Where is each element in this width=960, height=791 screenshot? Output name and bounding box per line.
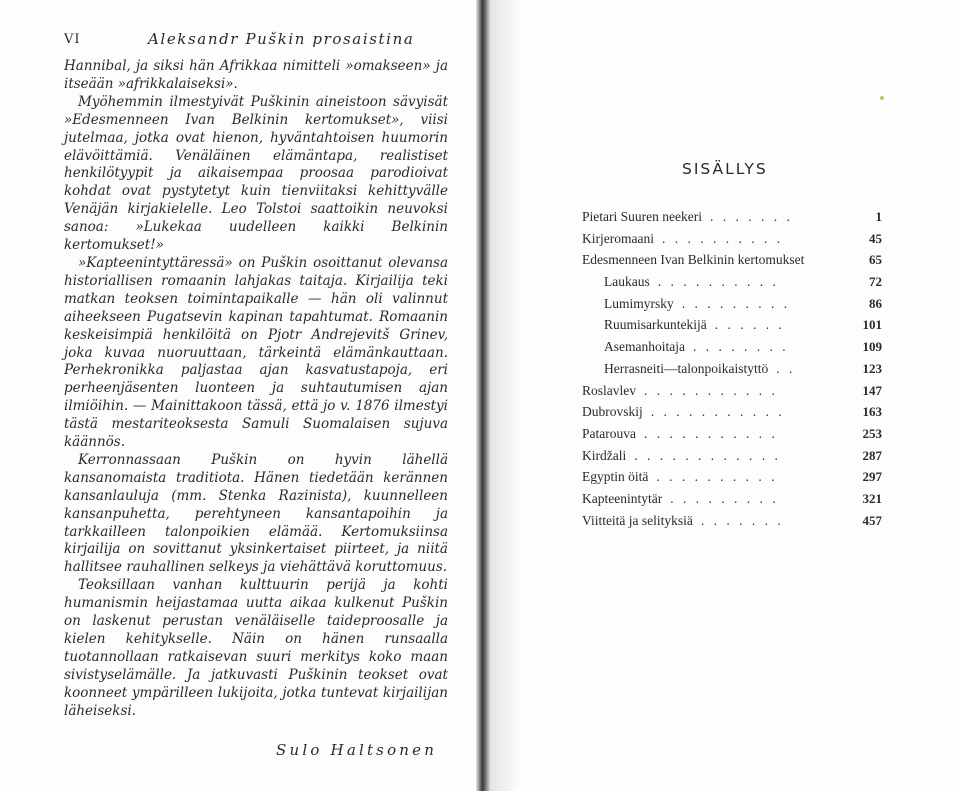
toc-leader-dots: . . . . . . . . . . <box>656 469 778 485</box>
toc-entry-title: Roslavlev <box>582 382 636 398</box>
page-number: VI <box>64 32 81 47</box>
paragraph: Kerronnassaan Puškin on hyvin lähellä kansanomaista traditiota. Hänen tiedetään kerännen kansanlauluja (mm. Stenka Razinista), kuunnelleen kansanpuhetta, perehtyneen kansantapoihin ja tarkkailleen talonpoikien elämää. Kertomuksiinsa kirjailija on sovittanut yksinkertaiset piirteet, ja niitä hallitsee rauhallinen selkeys ja viehättävä koruttomuus. <box>64 451 448 576</box>
toc-entry-page: 147 <box>862 382 882 398</box>
toc-leader-dots: . . <box>776 360 796 376</box>
toc-entry-page: 163 <box>862 404 882 420</box>
toc-entry-title: Egyptin öitä <box>582 469 649 485</box>
toc-entry[interactable] <box>582 383 882 405</box>
toc-title: SISÄLLYS <box>682 160 768 178</box>
table-of-contents <box>582 209 882 534</box>
toc-leader-dots: . . . . . . . . . . <box>661 230 784 246</box>
paper-speck <box>880 96 884 100</box>
toc-entry-title: Ruumisarkuntekijä <box>604 317 707 333</box>
toc-entry-title: Kirdžali <box>582 447 627 463</box>
toc-entry[interactable] <box>582 317 882 339</box>
toc-entry-page: 123 <box>862 360 882 376</box>
signature: Sulo Haltsonen <box>276 740 438 759</box>
toc-entry[interactable] <box>582 296 882 318</box>
toc-entry-page: 109 <box>862 339 882 355</box>
toc-leader-dots: . . . . . . . . . <box>681 295 791 311</box>
toc-entry-page: 72 <box>869 274 882 290</box>
toc-entry-title: Kirjeromaani <box>582 230 654 246</box>
toc-entry-title: Dubrovskij <box>582 404 643 420</box>
toc-leader-dots: . . . . . . . . . <box>670 490 779 506</box>
toc-entry[interactable] <box>582 491 882 513</box>
left-page <box>64 28 448 759</box>
toc-entry[interactable] <box>582 404 882 426</box>
toc-entry-title: Lumimyrsky <box>604 295 674 311</box>
toc-entry[interactable] <box>582 426 882 448</box>
toc-entry-title: Kapteenintytär <box>582 490 663 506</box>
book-gutter <box>476 0 490 791</box>
toc-entry-title: Edesmenneen Ivan Belkinin kertomukset <box>582 252 805 268</box>
toc-leader-dots: . . . . . . . . <box>692 339 789 355</box>
toc-entry-page: 45 <box>869 230 882 246</box>
toc-entry-title: Herrasneiti—talonpoikaistyttö <box>604 360 769 376</box>
toc-entry-title: Patarouva <box>582 425 636 441</box>
toc-entry-page: 297 <box>862 469 882 485</box>
toc-entry-title: Asemanhoitaja <box>604 339 685 355</box>
running-head: Aleksandr Puškin prosaistina <box>148 30 415 48</box>
paragraph: »Kapteenintyttäressä» on Puškin osoittanut olevansa historiallisen romaanin lahjakas taitaja. Kirjailija teki matkan teoksen toimintapaikalle — hän oli valinnut aiheekseen Pugatsevin kapinan tapahtumat. Romaanin keskeisimpiä henkilöitä on Pjotr Andrejevitš Grinev, joka kuvaa nuoruuttaan, tärkeintä elämänkauttaan. Perhekronikka paljastaa ajan kasvatustapoja, eri perheenjäsenten luonteen ja suhtautumisen ajan ilmiöihin. — Mainittakoon tässä, että jo v. 1876 ilmestyi tästä mestariteoksesta Samuli Suomalaisen sujuva käännös. <box>64 254 448 451</box>
gutter-shadow <box>490 0 520 791</box>
page-header <box>64 28 448 50</box>
paragraph: Myöhemmin ilmestyivät Puškinin aineistoon sävyisät »Edesmenneen Ivan Belkinin kertomukset», viisi jutelmaa, jotka ovat hienon, hyväntahtoisen huumorin elävöittämiä. Venäläinen elämäntapa, realistiset henkilötyypit ja aikaisempaa proosaa parodioivat kohdat ovat pystytetyt kuin tienviitaksi kehittyvälle Venäjän kirjakielelle. Leo Tolstoi saattoikin neuvoksi sanoa: »Lukekaa uudelleen kaikki Belkinin kertomukset!» <box>64 93 448 254</box>
paragraph: Hannibal, ja siksi hän Afrikkaa nimitteli »omakseen» ja itseään »afrikkalaiseksi». <box>64 58 448 92</box>
toc-entry-page: 287 <box>862 447 882 463</box>
toc-leader-dots: . . . . . . . . . . <box>657 274 779 290</box>
toc-entry-title: Laukaus <box>604 274 650 290</box>
toc-entry-title: Viitteitä ja selityksiä <box>582 512 693 528</box>
toc-entry[interactable] <box>582 274 882 296</box>
toc-entry[interactable] <box>582 361 882 383</box>
toc-leader-dots: . . . . . . . <box>709 209 793 224</box>
toc-entry-page: 101 <box>862 317 882 333</box>
paragraph: Teoksillaan vanhan kulttuurin perijä ja kohti humanismin heijastamaa uutta aikaa kulkenut Puškin on laskenut perustan venäläiselle taideproosalle ja kielen kehitykselle. Näin on hänen runsaalla tuotannollaan ratkaisevan suuri merkitys koko maan sivistyselämälle. Ja jatkuvasti Puškinin teokset ovat koonneet ympärilleen lukijoita, jotka tuntevat kirjailijan läheiseksi. <box>64 577 448 719</box>
toc-entry[interactable] <box>582 339 882 361</box>
toc-leader-dots: . . . . . . . . . . . <box>644 382 778 398</box>
toc-entry-page: 321 <box>862 490 882 506</box>
toc-leader-dots: . . . . . . . . . . . . <box>634 447 781 463</box>
toc-entry-page: 253 <box>862 425 882 441</box>
toc-leader-dots: . . . . . . <box>714 317 785 333</box>
toc-entry-title: Pietari Suuren neekeri <box>582 209 702 224</box>
toc-entry[interactable] <box>582 231 882 253</box>
toc-entry[interactable] <box>582 209 882 231</box>
toc-entry-page: 65 <box>869 252 882 268</box>
toc-entry-page: 457 <box>862 512 882 528</box>
toc-leader-dots: . . . . . . . <box>700 512 784 528</box>
toc-leader-dots: . . . . . . . . . . . <box>643 425 778 441</box>
toc-leader-dots: . . . . . . . . . . . <box>650 404 785 420</box>
toc-entry-page: 86 <box>869 295 882 311</box>
toc-entry-page: 1 <box>875 209 882 224</box>
toc-entry[interactable] <box>582 448 882 470</box>
toc-entry[interactable] <box>582 513 882 535</box>
toc-entry[interactable] <box>582 252 882 274</box>
toc-entry[interactable] <box>582 469 882 491</box>
